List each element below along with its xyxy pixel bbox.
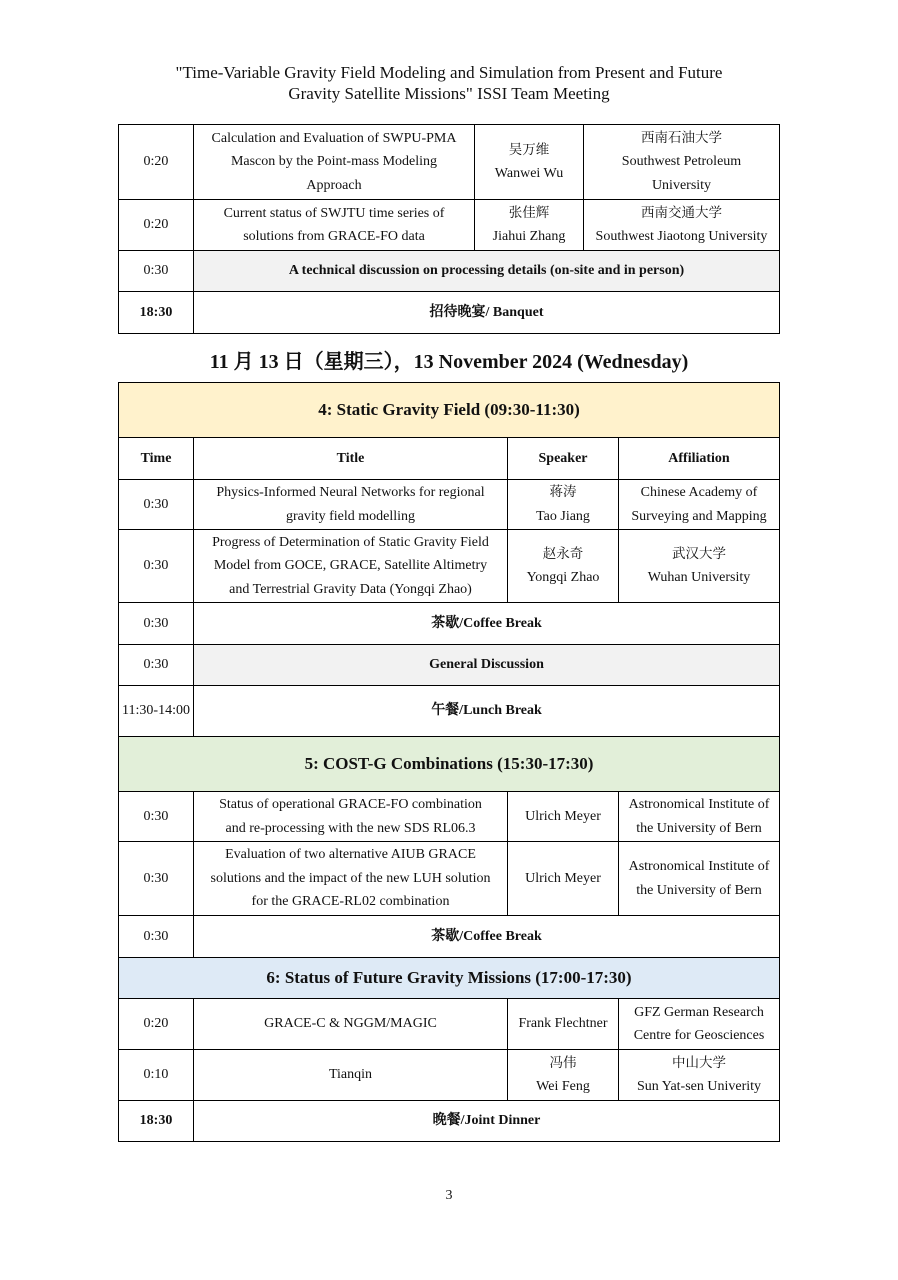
speaker-cell: 蒋涛 Tao Jiang xyxy=(508,480,619,530)
table-row xyxy=(119,1101,780,1142)
table-row xyxy=(119,842,780,916)
header-speaker: Speaker xyxy=(508,438,619,480)
time-cell: 0:30 xyxy=(119,480,194,530)
header-time: Time xyxy=(119,438,194,480)
time-cell: 0:30 xyxy=(119,842,194,916)
time-cell: 0:30 xyxy=(119,916,194,958)
table-row xyxy=(119,603,780,645)
affiliation-cell: Astronomical Institute of the University of Bern xyxy=(619,842,780,916)
title-cell: Evaluation of two alternative AIUB GRACE solutions and the impact of the new LUH solution for the GRACE-RL02 combination xyxy=(194,842,508,916)
page-number: 3 xyxy=(445,1188,453,1203)
speaker-cell: 张佳辉 Jiahui Zhang xyxy=(475,200,584,251)
section-header xyxy=(119,737,780,792)
time-cell: 0:10 xyxy=(119,1050,194,1101)
dinner-cell: 晚餐/Joint Dinner xyxy=(194,1101,780,1142)
header-title: Title xyxy=(194,438,508,480)
section-header xyxy=(119,958,780,999)
title-cell: Physics-Informed Neural Networks for regional gravity field modelling xyxy=(194,480,508,530)
day-title: 11 月 13 日（星期三），13 November 2024 (Wednesday) xyxy=(209,351,689,373)
affiliation-cell: Chinese Academy of Surveying and Mapping xyxy=(619,480,780,530)
title-cell: Status of operational GRACE-FO combination and re-processing with the new SDS RL06.3 xyxy=(194,792,508,842)
affiliation-cell: GFZ German Research Centre for Geosciences xyxy=(619,999,780,1050)
table-row xyxy=(119,645,780,686)
time-cell: 0:30 xyxy=(119,603,194,645)
coffee-break-cell: 茶歇/Coffee Break xyxy=(194,603,780,645)
table-row xyxy=(119,686,780,737)
time-cell: 0:30 xyxy=(119,251,194,292)
banquet-cell: 招待晚宴/ Banquet xyxy=(194,292,780,334)
section-6-title: 6: Status of Future Gravity Missions (17:00-17:30) xyxy=(119,958,780,999)
day-table xyxy=(118,382,780,1142)
section-header xyxy=(119,383,780,438)
time-cell: 0:20 xyxy=(119,999,194,1050)
time-cell: 18:30 xyxy=(119,292,194,334)
speaker-cell: 吴万维 Wanwei Wu xyxy=(475,125,584,200)
speaker-cell: Ulrich Meyer xyxy=(508,842,619,916)
title-cell: Calculation and Evaluation of SWPU-PMA Mascon by the Point-mass Modeling Approach xyxy=(194,125,475,200)
column-headers xyxy=(119,438,780,480)
affiliation-cell: Astronomical Institute of the University of Bern xyxy=(619,792,780,842)
general-discussion-cell: General Discussion xyxy=(194,645,780,686)
table-row xyxy=(119,125,780,200)
table-row xyxy=(119,999,780,1050)
header-line-1: "Time-Variable Gravity Field Modeling and Simulation from Present and Future xyxy=(175,63,723,82)
header-line-2: Gravity Satellite Missions" ISSI Team Meeting xyxy=(288,84,610,103)
table-row xyxy=(119,251,780,292)
section-4-title: 4: Static Gravity Field (09:30-11:30) xyxy=(119,383,780,438)
speaker-cell: 冯伟 Wei Feng xyxy=(508,1050,619,1101)
affiliation-cell: 中山大学 Sun Yat-sen Univerity xyxy=(619,1050,780,1101)
table-row xyxy=(119,916,780,958)
document-header xyxy=(0,62,898,104)
table-row xyxy=(119,792,780,842)
title-cell: Progress of Determination of Static Gravity Field Model from GOCE, GRACE, Satellite Altimetry and Terrestrial Gravity Data (Yongqi Zhao) xyxy=(194,530,508,603)
affiliation-cell: 西南石油大学 Southwest Petroleum University xyxy=(584,125,780,200)
affiliation-cell: 西南交通大学 Southwest Jiaotong University xyxy=(584,200,780,251)
lunch-break-cell: 午餐/Lunch Break xyxy=(194,686,780,737)
speaker-cell: 赵永奇 Yongqi Zhao xyxy=(508,530,619,603)
table-row xyxy=(119,480,780,530)
time-cell: 0:30 xyxy=(119,530,194,603)
title-cell: Current status of SWJTU time series of solutions from GRACE-FO data xyxy=(194,200,475,251)
affiliation-cell: 武汉大学 Wuhan University xyxy=(619,530,780,603)
table-row xyxy=(119,292,780,334)
time-cell: 0:20 xyxy=(119,200,194,251)
title-cell: GRACE-C & NGGM/MAGIC xyxy=(194,999,508,1050)
table-row xyxy=(119,530,780,603)
speaker-cell: Ulrich Meyer xyxy=(508,792,619,842)
table-row xyxy=(119,1050,780,1101)
time-cell: 11:30-14:00 xyxy=(119,686,194,737)
prev-day-table xyxy=(118,124,780,334)
speaker-cell: Frank Flechtner xyxy=(508,999,619,1050)
time-cell: 0:30 xyxy=(119,645,194,686)
discussion-cell: A technical discussion on processing details (on-site and in person) xyxy=(194,251,780,292)
time-cell: 0:20 xyxy=(119,125,194,200)
title-cell: Tianqin xyxy=(194,1050,508,1101)
coffee-break-cell: 茶歇/Coffee Break xyxy=(194,916,780,958)
time-cell: 0:30 xyxy=(119,792,194,842)
section-5-title: 5: COST-G Combinations (15:30-17:30) xyxy=(119,737,780,792)
time-cell: 18:30 xyxy=(119,1101,194,1142)
header-affiliation: Affiliation xyxy=(619,438,780,480)
table-row xyxy=(119,200,780,251)
